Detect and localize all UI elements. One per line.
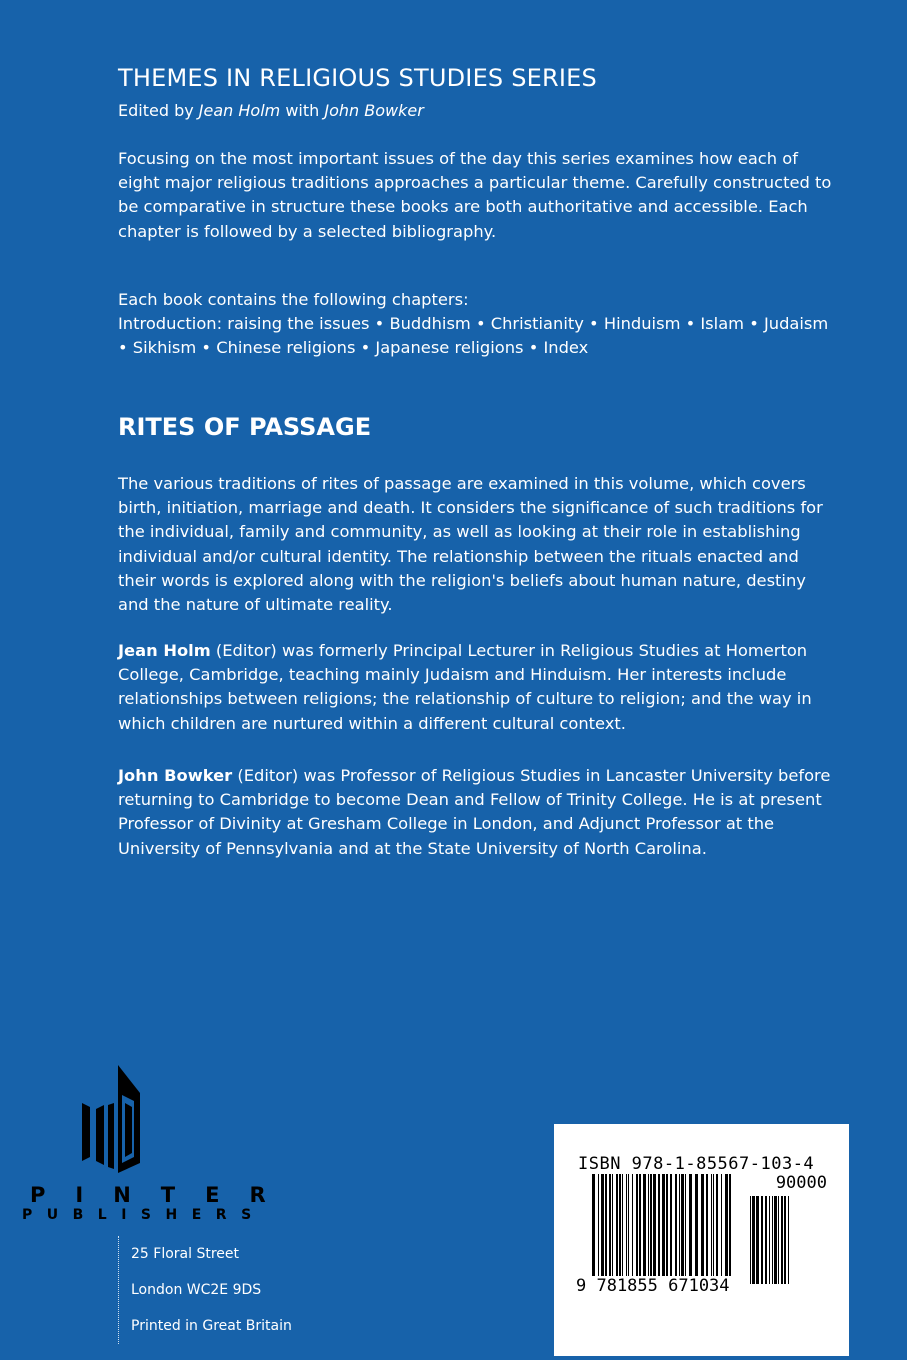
barcode-bar	[653, 1174, 656, 1280]
editor-name: Jean Holm	[198, 101, 281, 120]
barcode-bar	[670, 1174, 672, 1280]
barcode-bar	[774, 1196, 777, 1284]
series-title: THEMES IN RELIGIOUS STUDIES SERIES	[118, 64, 597, 92]
ean-number: 9 781855 671034	[576, 1276, 730, 1296]
barcode-bar	[711, 1174, 712, 1280]
barcode-bar	[628, 1174, 629, 1280]
barcode-bar	[761, 1196, 763, 1284]
barcode-bar	[605, 1174, 607, 1280]
barcode-bar	[784, 1196, 786, 1284]
series-intro: Focusing on the most important issues of the day this series examines how each of eight major religious traditions approaches a particular theme. Carefully constructed to be comparative in structure these books are both authoritative and accessible. Each chapter is followed by a selected bibliography.	[118, 149, 832, 241]
barcode-bar	[612, 1174, 613, 1280]
book-title: RITES OF PASSAGE	[118, 413, 372, 441]
barcode-bar	[772, 1196, 773, 1284]
author-name: John Bowker	[118, 766, 233, 785]
barcode-bar	[681, 1174, 684, 1280]
barcode-label	[554, 1124, 849, 1356]
barcode-bar	[713, 1174, 714, 1280]
barcode-bar	[601, 1174, 604, 1280]
author-name: Jean Holm	[118, 641, 211, 660]
barcode-bar	[666, 1174, 668, 1280]
barcode-bar	[626, 1174, 627, 1280]
barcode-bar	[695, 1174, 698, 1280]
barcode-bar	[716, 1174, 718, 1280]
barcode-bar	[675, 1174, 677, 1280]
book-description: The various traditions of rites of passage are examined in this volume, which covers birth, initiation, marriage and death. It considers the significance of such traditions for the individual, family and community, as well as looking at their role in establishing individual and/or cultural identity. The relationship between the rituals enacted and their words is explored along with the religion's beliefs about human nature, destiny and the nature of ultimate reality.	[118, 474, 823, 615]
barcode-bar	[592, 1174, 595, 1280]
barcode-bar	[725, 1174, 728, 1280]
barcode-bar	[756, 1196, 759, 1284]
barcode-bar	[752, 1196, 755, 1284]
barcode-bar	[778, 1196, 779, 1284]
barcode-bar	[721, 1174, 722, 1280]
bio-text: (Editor) was Professor of Religious Studies in Lancaster University before returning to Cambridge to become Dean and Fellow of Trinity College. He is at present Professor of Divinity at Gresham College in London, and Adjunct Professor at the University of Pennsylvania and at the State University of North Carolina.	[118, 766, 831, 858]
publisher-subname: PUBLISHERS	[22, 1207, 266, 1223]
barcode-bar	[781, 1196, 783, 1284]
barcode-bar	[658, 1174, 660, 1280]
publisher-logo	[22, 1065, 296, 1229]
address-line: 25 Floral Street	[131, 1246, 239, 1262]
chapters-list	[118, 288, 833, 361]
barcode-bar	[643, 1174, 646, 1280]
publisher-address	[118, 1236, 292, 1344]
addon-barcode	[750, 1196, 826, 1286]
with-label: with	[285, 101, 320, 120]
barcode-bar	[729, 1174, 731, 1280]
series-editors	[118, 101, 833, 120]
barcode-bar	[765, 1196, 767, 1284]
isbn-text: ISBN 978-1-85567-103-4	[578, 1154, 815, 1174]
barcode-bar	[706, 1174, 708, 1280]
barcode-bar	[619, 1174, 621, 1280]
barcode-bar	[769, 1196, 770, 1284]
barcode-bar	[750, 1196, 751, 1284]
publisher-name: PINTER	[30, 1183, 296, 1207]
holm-bio	[118, 639, 833, 736]
chapters-heading: Each book contains the following chapters:	[118, 290, 469, 309]
bio-text: (Editor) was formerly Principal Lecturer in Religious Studies at Homerton College, Cambridge, teaching mainly Judaism and Hinduism. Her interests include relationships between religions; the relationship of culture to religion; and the way in which children are nurtured within a different cultural context.	[118, 641, 812, 733]
barcode-bar	[701, 1174, 704, 1280]
ean-barcode	[592, 1174, 742, 1280]
barcode-bar	[662, 1174, 665, 1280]
barcode-bar	[598, 1174, 599, 1280]
barcode-bar	[609, 1174, 611, 1280]
barcode-bar	[639, 1174, 641, 1280]
address-line: London WC2E 9DS	[131, 1282, 262, 1298]
edited-by: Edited by	[118, 101, 194, 120]
price-addon-number: 90000	[775, 1173, 827, 1193]
chapters: Introduction: raising the issues • Buddhism • Christianity • Hinduism • Islam • Judaism • Sikhism • Chinese religions • Japanese religions • Index	[118, 314, 829, 358]
editor-name: John Bowker	[324, 101, 424, 120]
barcode-bar	[679, 1174, 680, 1280]
bowker-bio	[118, 764, 833, 861]
barcode-bar	[648, 1174, 649, 1280]
barcode-bar	[689, 1174, 692, 1280]
barcode-bar	[788, 1196, 789, 1284]
address-line: Printed in Great Britain	[131, 1318, 292, 1334]
barcode-bar	[622, 1174, 623, 1280]
barcode-bar	[636, 1174, 638, 1280]
barcode-bar	[685, 1174, 686, 1280]
barcode-bar	[650, 1174, 652, 1280]
barcode-bar	[616, 1174, 618, 1280]
barcode-bar	[632, 1174, 633, 1280]
